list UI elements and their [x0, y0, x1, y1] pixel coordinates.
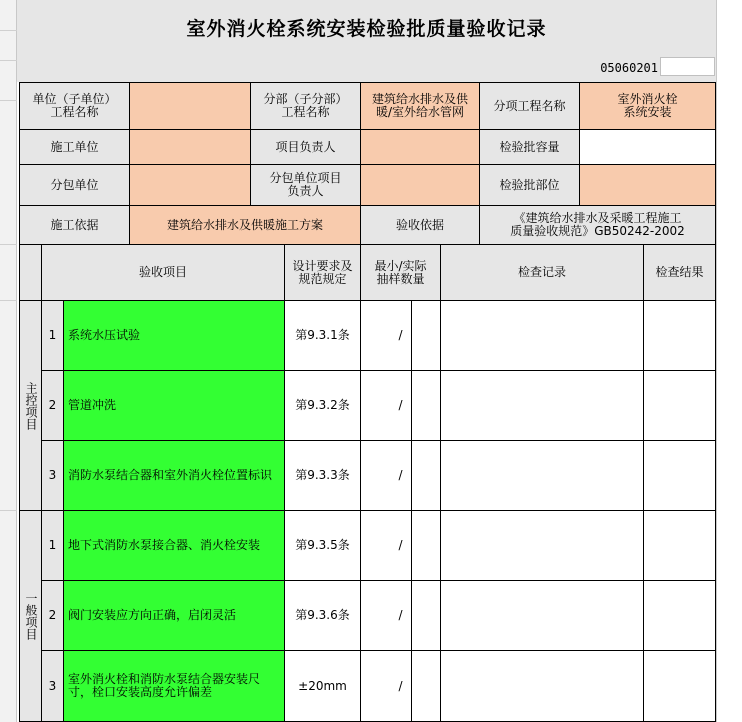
basis-label: 施工依据 — [19, 205, 130, 245]
row-number: 3 — [41, 440, 64, 511]
capacity-field[interactable] — [579, 129, 716, 165]
row-sample[interactable]: / — [360, 370, 441, 441]
manager-field[interactable] — [360, 129, 480, 165]
row-result[interactable] — [643, 440, 716, 511]
row-record[interactable] — [440, 650, 644, 722]
row-result[interactable] — [643, 370, 716, 441]
row-sample[interactable]: / — [360, 300, 441, 371]
col-header-result: 检查结果 — [643, 244, 716, 301]
row-item: 管道冲洗 — [63, 370, 285, 441]
row-record[interactable] — [440, 300, 644, 371]
row-item: 阀门安装应方向正确，启闭灵活 — [63, 580, 285, 651]
capacity-label: 检验批容量 — [479, 129, 580, 165]
builder-label: 施工单位 — [19, 129, 130, 165]
col-header-spec: 设计要求及 规范规定 — [284, 244, 361, 301]
sheet-right-margin — [716, 0, 742, 722]
row-spec: 第9.3.1条 — [284, 300, 361, 371]
page-title: 室外消火栓系统安装检验批质量验收记录 — [186, 17, 547, 40]
sub-manager-field[interactable] — [360, 164, 480, 206]
col-header-sample: 最小/实际 抽样数量 — [360, 244, 441, 301]
row-spec: ±20mm — [284, 650, 361, 722]
sheet-gutter-line — [0, 60, 17, 61]
row-result[interactable] — [643, 300, 716, 371]
item-project-label: 分项工程名称 — [479, 82, 580, 130]
row-spec: 第9.3.6条 — [284, 580, 361, 651]
row-spec: 第9.3.3条 — [284, 440, 361, 511]
basis-value[interactable]: 建筑给水排水及供暖施工方案 — [129, 205, 361, 245]
unit-name-field[interactable] — [129, 82, 251, 130]
manager-label: 项目负责人 — [250, 129, 361, 165]
unit-name-label: 单位（子单位） 工程名称 — [19, 82, 130, 130]
part-label: 检验批部位 — [479, 164, 580, 206]
subdivision-label: 分部（子分部） 工程名称 — [250, 82, 361, 130]
form-code: 05060201 — [600, 61, 658, 75]
row-result[interactable] — [643, 510, 716, 581]
row-record[interactable] — [440, 510, 644, 581]
subdivision-value[interactable]: 建筑给水排水及供 暖/室外给水管网 — [360, 82, 480, 130]
sheet-left-gutter — [0, 0, 17, 722]
group-general — [19, 510, 42, 722]
row-number: 2 — [41, 580, 64, 651]
row-item: 室外消火栓和消防水泵结合器安装尺寸，栓口安装高度允许偏差 — [63, 650, 285, 722]
builder-field[interactable] — [129, 129, 251, 165]
sample-column-divider — [411, 300, 412, 722]
subcontractor-field[interactable] — [129, 164, 251, 206]
part-field[interactable] — [579, 164, 716, 206]
form-code-input[interactable] — [660, 57, 715, 76]
sheet-gutter-line — [0, 100, 17, 101]
sheet-gutter-line — [0, 510, 17, 511]
sheet-gutter-line — [0, 300, 17, 301]
group-general-label: 一般项目 — [24, 592, 38, 640]
row-number: 1 — [41, 300, 64, 371]
sub-manager-label: 分包单位项目 负责人 — [250, 164, 361, 206]
row-number: 3 — [41, 650, 64, 722]
group-main-control — [19, 300, 42, 511]
row-sample[interactable]: / — [360, 580, 441, 651]
row-record[interactable] — [440, 370, 644, 441]
subcontractor-label: 分包单位 — [19, 164, 130, 206]
row-item: 系统水压试验 — [63, 300, 285, 371]
row-result[interactable] — [643, 580, 716, 651]
acceptance-label: 验收依据 — [360, 205, 480, 245]
item-project-value[interactable]: 室外消火栓 系统安装 — [579, 82, 716, 130]
row-sample[interactable]: / — [360, 650, 441, 722]
sheet-gutter-line — [0, 244, 17, 245]
row-sample[interactable]: / — [360, 510, 441, 581]
row-item: 消防水泵结合器和室外消火栓位置标识 — [63, 440, 285, 511]
row-record[interactable] — [440, 580, 644, 651]
row-number: 2 — [41, 370, 64, 441]
row-item: 地下式消防水泵接合器、消火栓安装 — [63, 510, 285, 581]
group-main-label: 主控项目 — [24, 381, 38, 430]
row-number: 1 — [41, 510, 64, 581]
sheet-gutter-line — [0, 30, 17, 31]
row-spec: 第9.3.5条 — [284, 510, 361, 581]
col-header-record: 检查记录 — [440, 244, 644, 301]
row-record[interactable] — [440, 440, 644, 511]
row-spec: 第9.3.2条 — [284, 370, 361, 441]
row-sample[interactable]: / — [360, 440, 441, 511]
col-header-item: 验收项目 — [41, 244, 285, 301]
acceptance-value: 《建筑给水排水及采暖工程施工 质量验收规范》GB50242-2002 — [479, 205, 716, 245]
row-result[interactable] — [643, 650, 716, 722]
